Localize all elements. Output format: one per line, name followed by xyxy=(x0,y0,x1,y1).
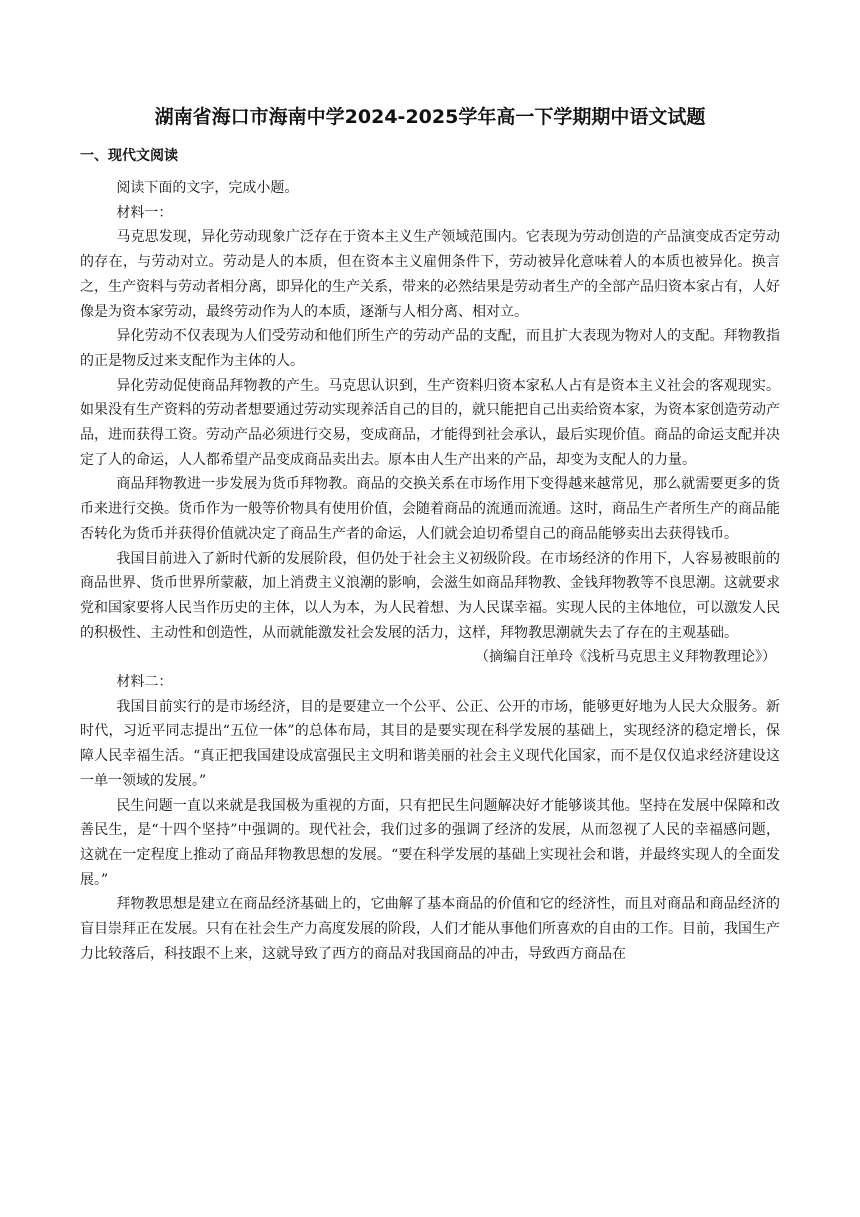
intro-text: 阅读下面的文字，完成小题。 xyxy=(116,180,299,196)
document-body xyxy=(80,176,780,967)
paragraph: 异化劳动促使商品拜物教的产生。马克思认识到，生产资料归资本家私人占有是资本主义社会的客观现实。如果没有生产资料的劳动者想要通过劳动实现养活自己的目的，就只能把自己出卖给资本家，为资本家创造劳动产品，进而获得工资。劳动产品必须进行交易，变成商品，才能得到社会承认，最后实现价值。商品的命运支配并决定了人的命运，人人都希望产品变成商品卖出去。原本由人生产出来的产品，却变为支配人的力量。 xyxy=(80,377,780,468)
material-label: 材料一： xyxy=(116,204,173,221)
paragraph: 民生问题一直以来就是我国极为重视的方面，只有把民生问题解决好才能够谈其他。坚持在发展中保障和改善民生，是“十四个坚持”中强调的。现代社会，我们过多的强调了经济的发展，从而忽视了人民的幸福感问题，这就在一定程度上推动了商品拜物教思想的发展。“要在科学发展的基础上实现社会和谐，并最终实现人的全面发展。” xyxy=(80,797,780,888)
material-label: 材料二： xyxy=(116,674,173,691)
page-title: 湖南省海口市海南中学2024-2025学年高一下学期期中语文试题 xyxy=(154,106,706,128)
paragraph: 我国目前进入了新时代新的发展阶段，但仍处于社会主义初级阶段。在市场经济的作用下，人容易被眼前的商品世界、货币世界所蒙蔽，加上消费主义浪潮的影响，会滋生如商品拜物教、金钱拜物教等不良思潮。这就要求党和国家要将人民当作历史的主体，以人为本，为人民着想、为人民谋幸福。实现人民的主体地位，可以激发人民的积极性、主动性和创造性，从而就能激发社会发展的活力，这样，拜物教思潮就失去了存在的主观基础。 xyxy=(80,550,780,641)
paragraph: 我国目前实行的是市场经济，目的是要建立一个公平、公正、公开的市场，能够更好地为人民大众服务。新时代，习近平同志提出“五位一体”的总体布局，其目的是要实现在科学发展的基础上，实现经济的稳定增长，保障人民幸福生活。“真正把我国建设成富强民主文明和谐美丽的社会主义现代化国家，而不是仅仅追求经济建设这一单一领域的发展。” xyxy=(80,698,780,789)
paragraph: 拜物教思想是建立在商品经济基础上的，它曲解了基本商品的价值和它的经济性，而且对商品和商品经济的盲目崇拜正在发展。只有在社会生产力高度发展的阶段，人们才能从事他们所喜欢的自由的工作。目前，我国生产力比较落后，科技跟不上来，这就导致了西方的商品对我国商品的冲击，导致西方商品在 xyxy=(80,896,780,962)
paragraph: 商品拜物教进一步发展为货币拜物教。商品的交换关系在市场作用下变得越来越常见，那么就需要更多的货币来进行交换。货币作为一般等价物具有使用价值，会随着商品的流通而流通。这时，商品生产者所生产的商品能否转化为货币并获得价值就决定了商品生产者的命运，人们就会迫切希望自己的商品能够卖出去获得钱币。 xyxy=(80,476,780,542)
section-heading: 一、现代文阅读 xyxy=(80,148,178,164)
source-citation: （摘编自汪单玲《浅析马克思主义拜物教理论》） xyxy=(475,649,776,666)
paragraph: 马克思发现，异化劳动现象广泛存在于资本主义生产领域范围内。它表现为劳动创造的产品演变成否定劳动的存在，与劳动对立。劳动是人的本质，但在资本主义雇佣条件下，劳动被异化意味着人的本质也被异化。换言之，生产资料与劳动者相分离，即异化的生产关系，带来的必然结果是劳动者生产的全部产品归资本家占有，人好像是为资本家劳动，最终劳动作为人的本质，逐渐与人相分离、相对立。 xyxy=(80,229,780,320)
paragraph: 异化劳动不仅表现为人们受劳动和他们所生产的劳动产品的支配，而且扩大表现为物对人的支配。拜物教指的正是物反过来支配作为主体的人。 xyxy=(80,328,780,369)
